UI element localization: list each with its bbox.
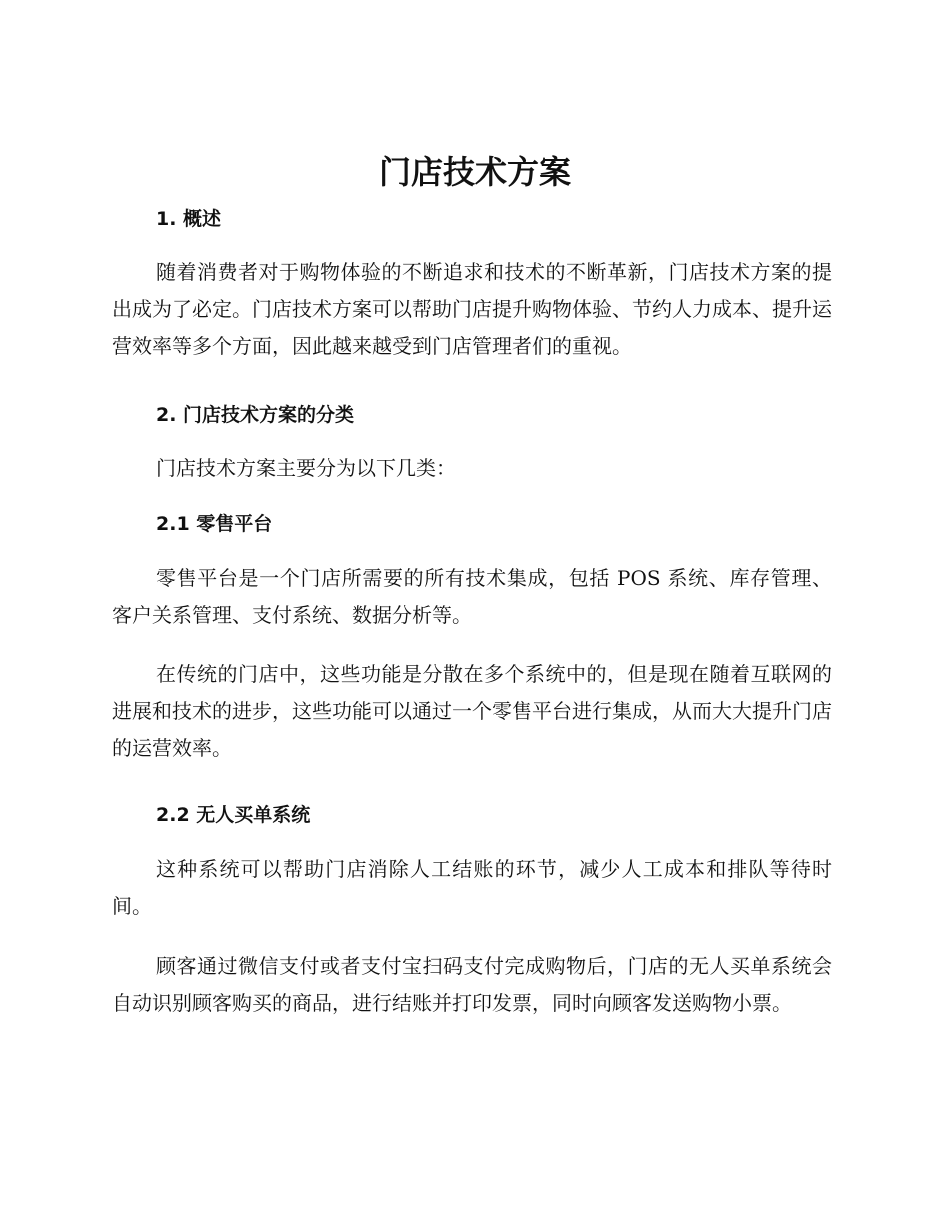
section-heading-overview: 1. 概述 [156, 208, 222, 230]
classification-intro-paragraph: 门店技术方案主要分为以下几类： [156, 456, 456, 480]
document-title: 门店技术方案 [378, 153, 571, 191]
section-heading-unmanned-checkout: 2.2 无人买单系统 [156, 804, 311, 826]
section-heading-retail-platform: 2.1 零售平台 [156, 513, 273, 535]
overview-paragraph: 随着消费者对于购物体验的不断追求和技术的不断革新，门店技术方案的提出成为了必定。门店技术方案可以帮助门店提升购物体验、节约人力成本、提升运营效率等多个方面，因此越来越受到门店管理者们的重视。 [112, 260, 832, 358]
retail-platform-paragraph-1: 零售平台是一个门店所需要的所有技术集成，包括 POS 系统、库存管理、客户关系管理、支付系统、数据分析等。 [112, 566, 832, 627]
section-heading-classification: 2. 门店技术方案的分类 [156, 404, 355, 426]
unmanned-checkout-paragraph-2: 顾客通过微信支付或者支付宝扫码支付完成购物后，门店的无人买单系统会自动识别顾客购买的商品，进行结账并打印发票，同时向顾客发送购物小票。 [112, 954, 832, 1015]
unmanned-checkout-paragraph-1: 这种系统可以帮助门店消除人工结账的环节，减少人工成本和排队等待时间。 [112, 857, 832, 918]
retail-platform-paragraph-2: 在传统的门店中，这些功能是分散在多个系统中的，但是现在随着互联网的进展和技术的进步，这些功能可以通过一个零售平台进行集成，从而大大提升门店的运营效率。 [112, 662, 832, 760]
